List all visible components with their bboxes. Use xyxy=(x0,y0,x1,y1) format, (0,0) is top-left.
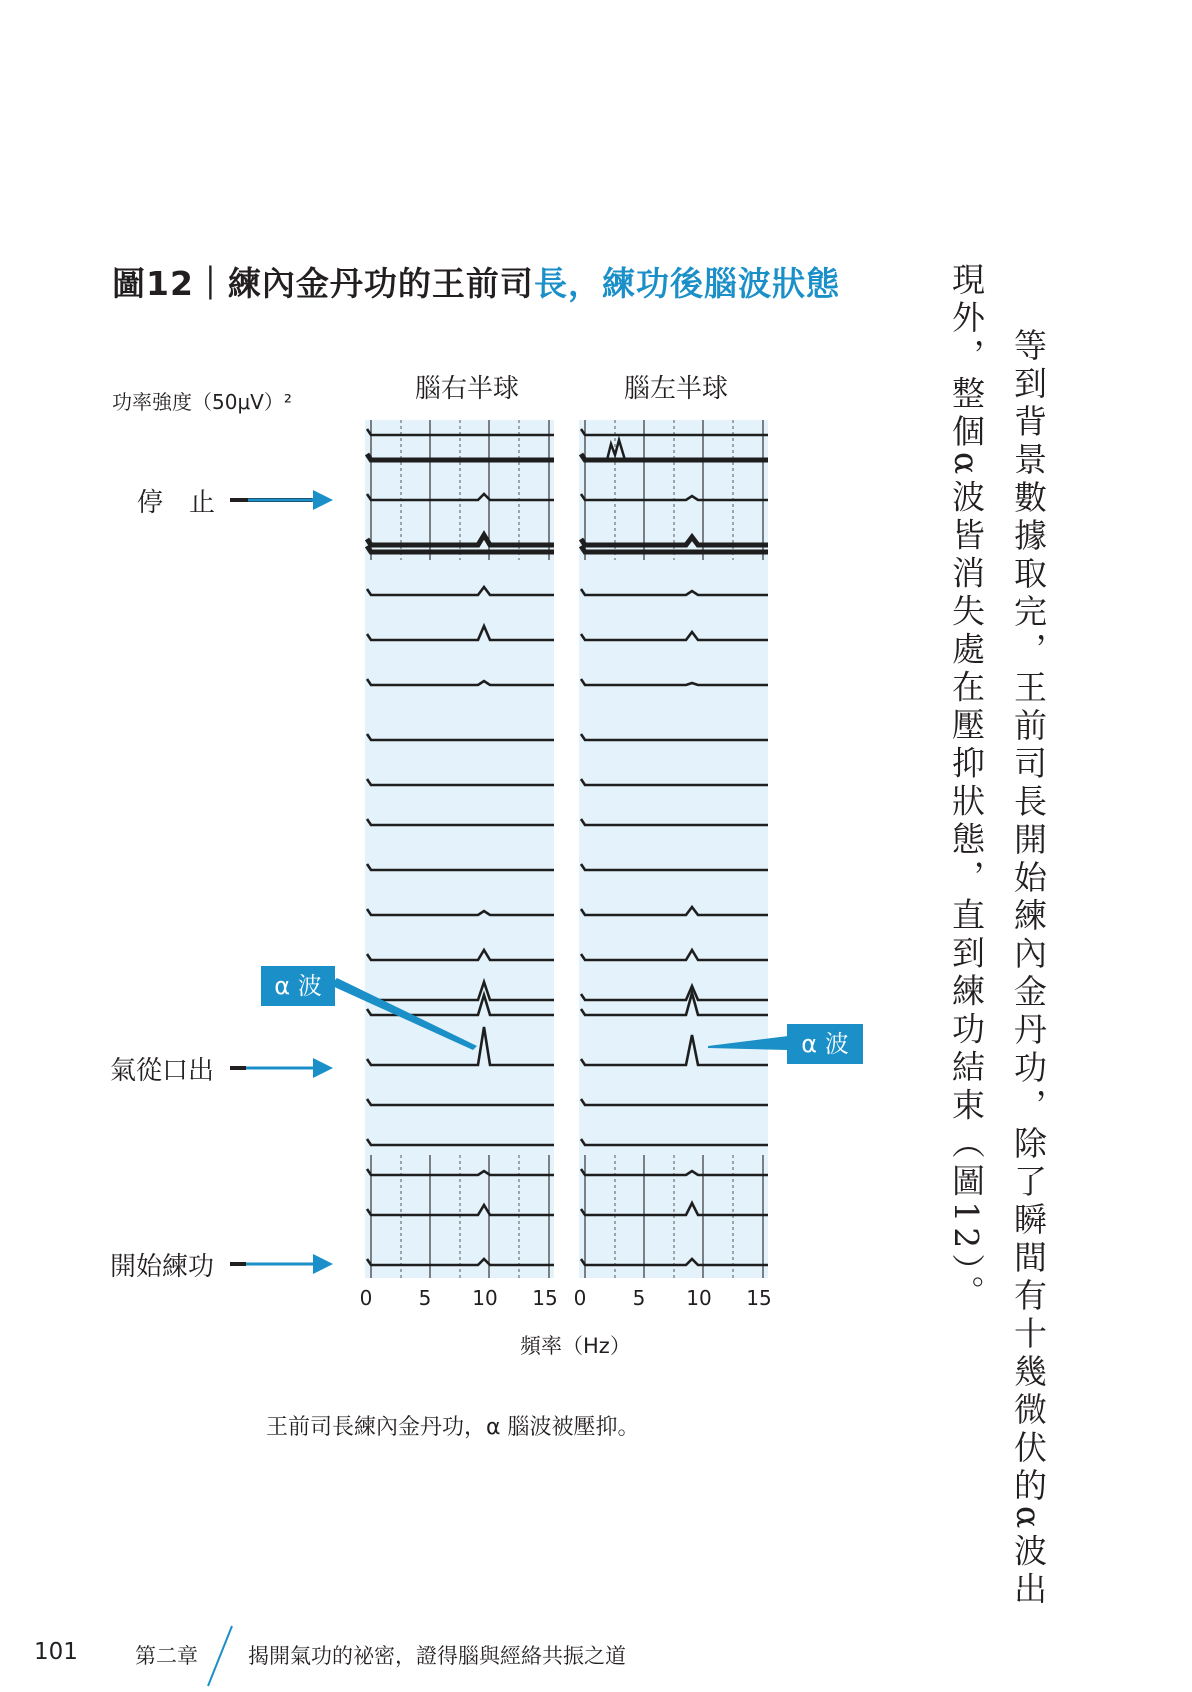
alpha-wave-label-right: α 波 xyxy=(787,1024,863,1064)
x-tick-right-5: 5 xyxy=(418,1286,432,1310)
figure-title-highlight: 長，練功後腦波狀態 xyxy=(533,264,840,303)
body-text-column-1: 等到背景數據取完，王前司長開始練內金丹功，除了瞬間有十幾微伏的α波出 xyxy=(1009,328,1048,1610)
alpha-wave-label-left: α 波 xyxy=(261,966,335,1006)
x-tick-left-10: 10 xyxy=(686,1286,712,1310)
y-axis-label: 功率強度（50μV）² xyxy=(112,390,292,414)
x-tick-left-0: 0 xyxy=(573,1286,587,1310)
figure-title-prefix: 圖12｜練內金丹功的王前司 xyxy=(112,264,534,303)
chapter-title: 揭開氣功的祕密，證得腦與經絡共振之道 xyxy=(248,1644,626,1668)
x-tick-right-15: 15 xyxy=(532,1286,558,1310)
x-tick-left-5: 5 xyxy=(632,1286,646,1310)
right-hemisphere-label: 腦右半球 xyxy=(415,374,520,404)
chapter-label: 第二章 xyxy=(135,1644,198,1668)
marker-exhale: 氣從口出 xyxy=(110,1056,215,1086)
x-tick-left-15: 15 xyxy=(746,1286,772,1310)
x-axis-label: 頻率（Hz） xyxy=(520,1334,631,1358)
figure-caption: 王前司長練內金丹功，α 腦波被壓抑。 xyxy=(266,1415,640,1440)
x-tick-right-10: 10 xyxy=(472,1286,498,1310)
marker-start-practice: 開始練功 xyxy=(110,1252,215,1282)
page-number: 101 xyxy=(34,1639,78,1665)
body-text-column-2: 現外，整個α波皆消失處在壓抑狀態，直到練功結束（圖12）。 xyxy=(947,262,986,1313)
exhale-arrow xyxy=(230,1058,333,1078)
footer-slash-divider xyxy=(200,1624,240,1688)
x-tick-right-0: 0 xyxy=(359,1286,373,1310)
left-hemisphere-label: 腦左半球 xyxy=(624,374,729,404)
start-arrow xyxy=(230,1254,333,1274)
marker-stop: 停 止 xyxy=(137,488,216,518)
